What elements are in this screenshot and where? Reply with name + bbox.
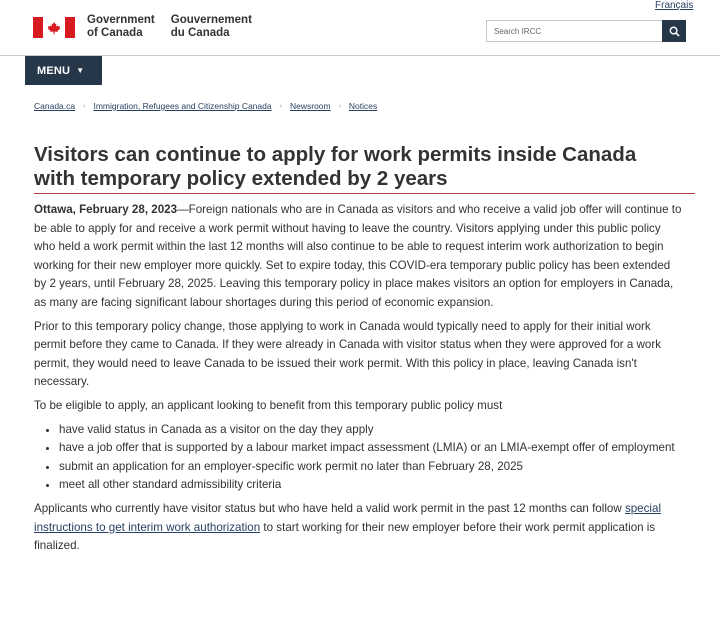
breadcrumb-separator-icon: › [279,102,282,110]
magnifier-icon [669,26,680,37]
list-item: • meet all other standard admissibility criteria [59,476,684,495]
paragraph-eligibility: To be eligible to apply, an applicant looking to benefit from this temporary public policy must [34,398,503,412]
signature-english: Government of Canada [87,14,155,39]
breadcrumb-separator-icon: › [83,102,86,110]
eligibility-list [34,421,684,495]
menu-button[interactable] [25,56,102,85]
list-item: • have a job offer that is supported by a labour market impact assessment (LMIA) or an LMIA-exempt offer of employment [59,439,684,458]
canada-flag-icon [33,17,75,38]
breadcrumb-ircc[interactable]: Immigration, Refugees and Citizenship Canada [93,101,272,111]
list-item: • submit an application for an employer-specific work permit no later than February 28, 2025 [59,458,684,477]
search-input[interactable]: Search IRCC [486,20,662,42]
paragraph-prior-policy: Prior to this temporary policy change, those applying to work in Canada would typically need to apply for their initial work permit before they came to Canada. If they were already in Canada with visitor status when they were approved for a work permit, they would need to leave Canada to be issued their work permit. With this policy in place, leaving Canada isn't necessary. [34,319,662,389]
title-underline [34,193,695,194]
paragraph-intro: Ottawa, February 28, 2023—Foreign nationals who are in Canada as visitors and who receive a valid job offer will continue to be able to apply for and receive a work permit without having to leave the country. Visitors applying under this public policy who held a work permit within the last 12 months will also continue to be able to request interim work authorization to begin working for their new employer more quickly. Set to expire today, this COVID-era temporary public policy has been extended by 2 years, until February 28, 2025. Leaving this temporary policy in place makes visitors an option for employers in Canada, as many are facing significant labour shortages during this period of economic expansion. [34,203,682,309]
article-body [34,201,684,561]
menu-label: MENU [37,64,71,77]
breadcrumb [34,101,377,111]
breadcrumb-separator-icon: › [338,102,341,110]
chevron-down-icon: ▼ [76,66,85,75]
dateline: Ottawa, February 28, 2023 [34,203,178,216]
signature-french: Gouvernement du Canada [170,14,252,39]
page-title: Visitors can continue to apply for work permits inside Canada with temporary policy extended by 2 years [34,143,637,190]
government-of-canada-signature[interactable] [33,14,252,39]
header-divider [0,55,720,56]
language-toggle-link[interactable]: Français [655,0,694,11]
search-form [486,20,686,42]
breadcrumb-notices[interactable]: Notices [348,101,378,111]
interim-authorization-link[interactable]: special instructions to get interim work authorization [34,501,662,534]
paragraph-interim: Applicants who currently have visitor status but who have held a valid work permit in the past 12 months can follow special instructions to get interim work authorization to start working for their new employer before their work permit application is finalized. [34,501,662,553]
search-button[interactable] [662,20,686,42]
breadcrumb-newsroom[interactable]: Newsroom [289,101,331,111]
list-item: • have valid status in Canada as a visitor on the day they apply [59,421,684,440]
breadcrumb-canada-ca[interactable]: Canada.ca [34,101,76,111]
